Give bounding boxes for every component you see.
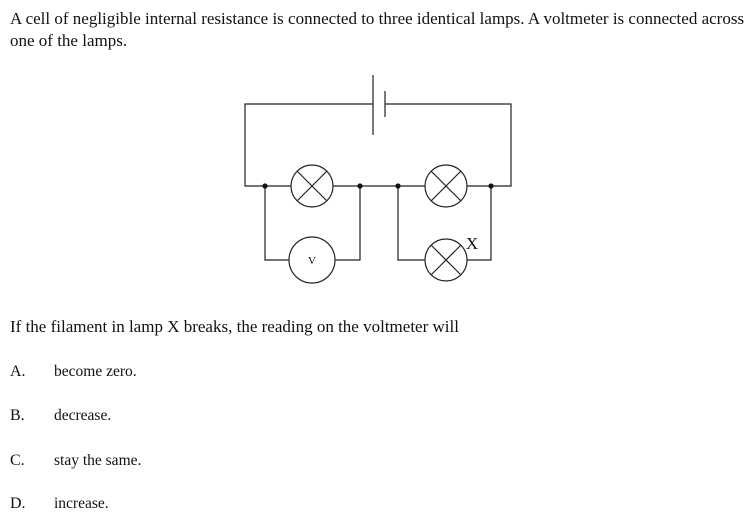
cell-icon bbox=[373, 75, 385, 135]
option-text: become zero. bbox=[54, 363, 137, 380]
option-letter: A. bbox=[10, 363, 26, 380]
lamp-x-label: X bbox=[465, 234, 479, 253]
option-text: decrease. bbox=[54, 407, 112, 424]
junction-node bbox=[488, 183, 493, 188]
option-text: stay the same. bbox=[54, 452, 142, 469]
lamp-left-icon bbox=[291, 165, 333, 207]
question-stem: A cell of negligible internal resistance is connected to three identical lamps. A voltmeter is connected across one of the lamps. bbox=[10, 9, 745, 50]
option-letter: D. bbox=[10, 495, 26, 512]
question-prompt: If the filament in lamp X breaks, the reading on the voltmeter will bbox=[10, 317, 459, 336]
voltmeter-icon bbox=[289, 237, 335, 283]
option-text: increase. bbox=[54, 495, 109, 512]
lamp-right-upper-icon bbox=[425, 165, 467, 207]
option-letter: C. bbox=[10, 452, 25, 469]
voltmeter-label: V bbox=[308, 255, 316, 267]
option-letter: B. bbox=[10, 407, 25, 424]
junction-node bbox=[395, 183, 400, 188]
lamp-x-icon bbox=[425, 239, 467, 281]
junction-node bbox=[357, 183, 362, 188]
junction-node bbox=[262, 183, 267, 188]
